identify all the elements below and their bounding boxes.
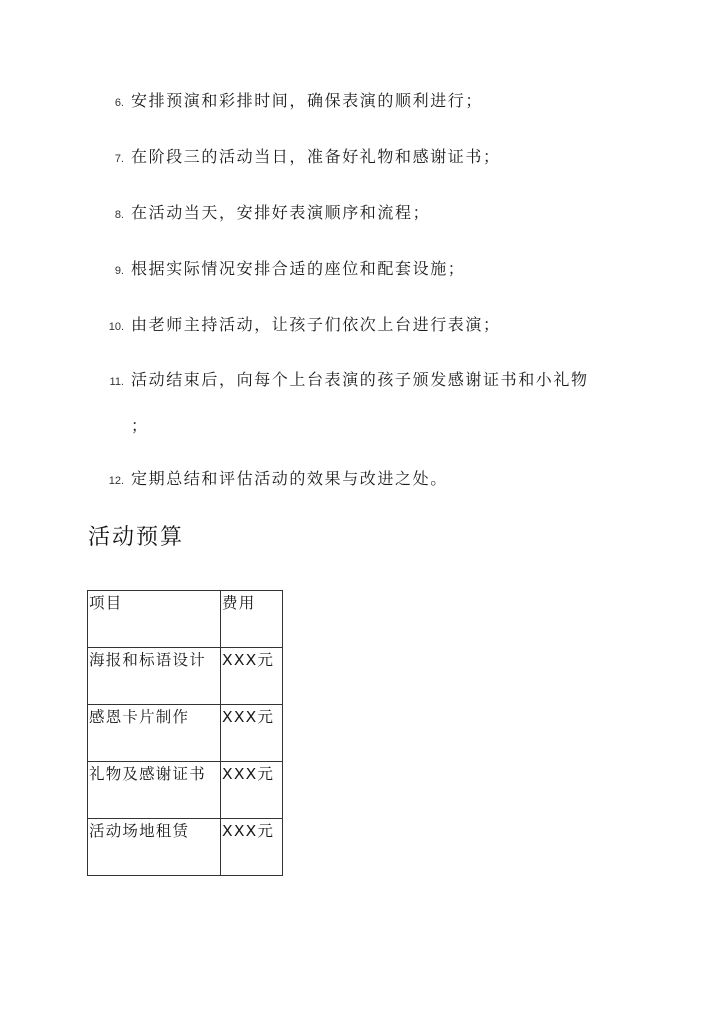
table-header-row <box>88 591 283 648</box>
list-number: 12. <box>108 475 124 487</box>
table-header-cell <box>88 591 221 648</box>
list-item <box>0 88 720 118</box>
list-item <box>0 312 720 342</box>
list-text-continuation: ； <box>131 416 148 435</box>
table-cell <box>88 762 221 819</box>
budget-table <box>87 590 283 876</box>
section-heading: 活动预算 <box>88 525 185 550</box>
item-name: 活动场地租赁 <box>89 822 190 840</box>
list-text: 安排预演和彩排时间，确保表演的顺利进行； <box>131 91 484 110</box>
list-text: 在阶段三的活动当日，准备好礼物和感谢证书； <box>131 147 501 166</box>
table-cell <box>88 648 221 705</box>
table-row <box>88 819 283 876</box>
table-header-cell <box>221 591 283 648</box>
table-row <box>88 762 283 819</box>
list-item <box>0 367 720 437</box>
item-cost: XXX元 <box>222 708 275 726</box>
table-row <box>88 705 283 762</box>
list-text: 由老师主持活动，让孩子们依次上台进行表演； <box>131 315 501 334</box>
item-name: 海报和标语设计 <box>89 651 206 669</box>
table-row <box>88 648 283 705</box>
table-cell <box>221 648 283 705</box>
list-text: 定期总结和评估活动的效果与改进之处。 <box>131 469 448 488</box>
item-cost: XXX元 <box>222 822 275 840</box>
table-cell <box>221 819 283 876</box>
list-item <box>0 200 720 230</box>
list-item <box>0 466 720 496</box>
item-name: 礼物及感谢证书 <box>89 765 206 783</box>
list-number: 8. <box>114 209 124 221</box>
header-label: 项目 <box>89 594 123 612</box>
list-text: 在活动当天，安排好表演顺序和流程； <box>131 203 431 222</box>
list-text: 根据实际情况安排合适的座位和配套设施； <box>131 259 466 278</box>
item-name: 感恩卡片制作 <box>89 708 190 726</box>
list-text: 活动结束后，向每个上台表演的孩子颁发感谢证书和小礼物 <box>131 370 589 389</box>
table-cell <box>88 819 221 876</box>
table-cell <box>88 705 221 762</box>
table-cell <box>221 705 283 762</box>
header-label: 费用 <box>222 594 256 612</box>
list-number: 9. <box>114 265 124 277</box>
list-item <box>0 256 720 286</box>
list-item <box>0 144 720 174</box>
item-cost: XXX元 <box>222 765 275 783</box>
table-cell <box>221 762 283 819</box>
list-number: 7. <box>114 153 124 165</box>
list-number: 11. <box>109 376 124 388</box>
list-number: 6. <box>114 97 124 109</box>
item-cost: XXX元 <box>222 651 275 669</box>
list-number: 10. <box>108 321 124 333</box>
